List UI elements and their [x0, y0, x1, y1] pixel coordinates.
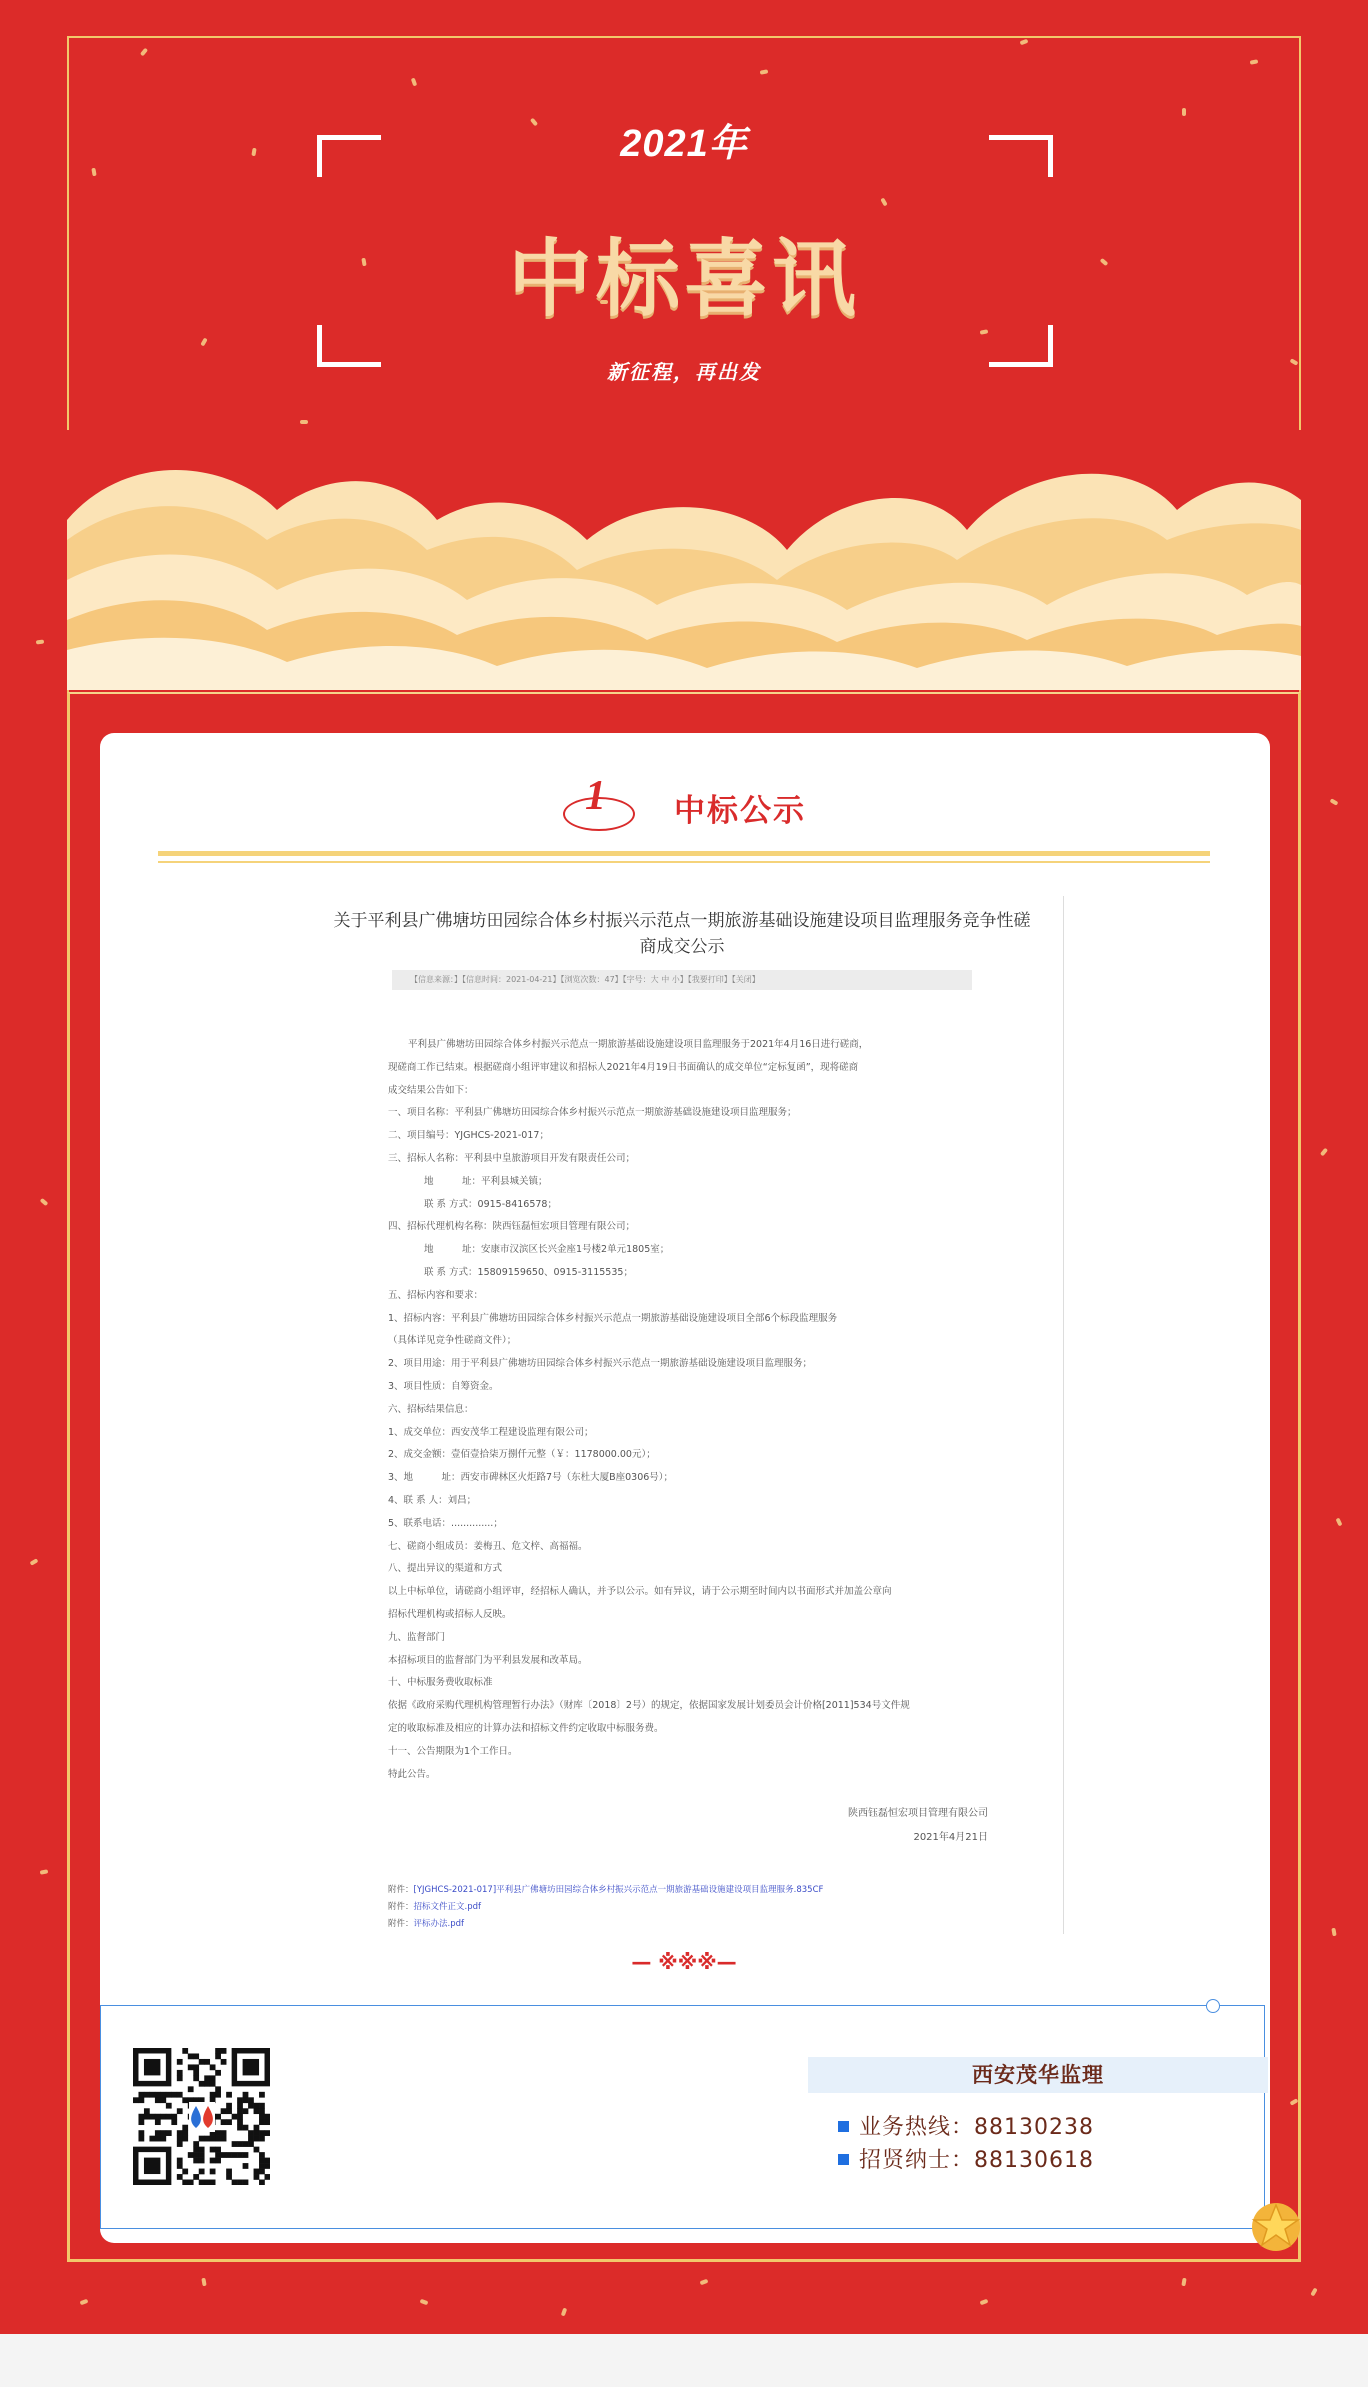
- document-line: 九、监督部门: [388, 1631, 446, 1643]
- document-line: 七、磋商小组成员：姜梅丑、危文梓、高福福。: [388, 1540, 588, 1552]
- sparkle: [1330, 798, 1339, 805]
- document-line: 联 系 方式：0915-8416578；: [424, 1198, 557, 1210]
- document-line: 1、成交单位：西安茂华工程建设监理有限公司；: [388, 1426, 594, 1438]
- document-line: （具体详见竞争性磋商文件）；: [388, 1335, 517, 1347]
- document-line: 地 址：安康市汉滨区长兴金座1号楼2单元1805室；: [424, 1244, 670, 1256]
- hotline: [838, 2110, 1094, 2141]
- section-divider: — ※※※—: [631, 1950, 737, 1974]
- document-body: [388, 1034, 988, 1786]
- document-line: 十、中标服务费收取标准: [388, 1677, 493, 1689]
- sparkle: [80, 2299, 89, 2305]
- sparkle: [40, 1869, 49, 1874]
- sparkle: [1310, 2288, 1317, 2297]
- document-signature: [400, 1802, 988, 1850]
- document-title-line: 商成交公示: [639, 937, 725, 957]
- year-label: 2021年: [620, 123, 748, 165]
- bullet-icon: [838, 2121, 849, 2132]
- page-bottom: [0, 2334, 1368, 2387]
- sparkle: [30, 1558, 39, 1565]
- document-line: 定的收取标准及相应的计算办法和招标文件约定收取中标服务费。: [388, 1722, 664, 1734]
- recruit-text: 招贤纳士：88130618: [859, 2148, 1094, 2173]
- company-name: 西安茂华监理: [972, 2063, 1104, 2087]
- document-line: 本招标项目的监督部门为平利县发展和改革局。: [388, 1654, 588, 1666]
- resize-handle[interactable]: [1206, 1999, 1220, 2013]
- headline: 中标喜讯: [507, 230, 860, 328]
- document-line: 2、项目用途：用于平利县广佛塘坊田园综合体乡村振兴示范点一期旅游基础设施建设项目监理服务；: [388, 1358, 813, 1370]
- sparkle: [1331, 1928, 1336, 1937]
- document-meta-bar: 【信息来源：】【信息时间：2021-04-21】【浏览次数：47】【字号：大 中 小】【我要打印】【关闭】: [392, 970, 972, 990]
- gold-rule: [158, 851, 1210, 856]
- document-title: [310, 908, 1054, 960]
- document-line: 地 址：平利县城关镇；: [424, 1175, 548, 1187]
- sparkle: [980, 2299, 989, 2305]
- sparkle: [420, 2299, 429, 2305]
- attachment-item: [388, 1916, 1048, 1933]
- star-icon: [1246, 2195, 1306, 2255]
- section-title: 中标公示: [674, 793, 806, 829]
- sparkle: [1335, 1518, 1342, 1527]
- document-line: 平利县广佛塘坊田园综合体乡村振兴示范点一期旅游基础设施建设项目监理服务于2021年4月16日进行磋商，: [408, 1039, 869, 1050]
- sparkle: [561, 2308, 567, 2317]
- recruit-line: [838, 2143, 1094, 2174]
- hotline-text: 业务热线：88130238: [859, 2115, 1094, 2140]
- document-line: 4、联 系 人：刘昌；: [388, 1494, 477, 1506]
- signature-date: 2021年4月21日: [913, 1832, 988, 1843]
- document-title-line: 关于平利县广佛塘坊田园综合体乡村振兴示范点一期旅游基础设施建设项目监理服务竞争性磋: [333, 911, 1031, 931]
- bullet-icon: [838, 2154, 849, 2165]
- attachment-item: [388, 1899, 1048, 1916]
- document-attachments: [388, 1882, 1048, 1933]
- sparkle: [201, 2278, 206, 2287]
- document-line: 依据《政府采购代理机构管理暂行办法》（财库〔2018〕2号）的规定，依据国家发展计划委员会计价格[2011]534号文件规: [388, 1700, 910, 1712]
- sparkle: [36, 639, 44, 644]
- document-line: 2、成交金额：壹佰壹拾柒万捌仟元整（￥：1178000.00元）；: [388, 1449, 656, 1461]
- attachment-label: 附件：: [388, 1919, 414, 1929]
- attachment-item: [388, 1882, 1048, 1899]
- attachment-link[interactable]: 招标文件正文.pdf: [413, 1902, 482, 1912]
- document-line: 二、项目编号：YJGHCS-2021-017；: [388, 1130, 549, 1142]
- announcement-document: [300, 896, 1064, 1934]
- sparkle: [40, 1198, 49, 1206]
- attachment-link[interactable]: [YJGHCS-2021-017]平利县广佛塘坊田园综合体乡村振兴示范点一期旅游基础设施建设项目监理服务.835CF: [413, 1885, 824, 1895]
- document-line: 四、招标代理机构名称：陕西钰磊恒宏项目管理有限公司；: [388, 1221, 636, 1233]
- sparkle: [300, 420, 308, 424]
- sparkle: [700, 2279, 709, 2285]
- document-line: 成交结果公告如下：: [388, 1084, 474, 1096]
- document-line: 3、项目性质：自筹资金。: [388, 1380, 499, 1392]
- attachment-link[interactable]: 评标办法.pdf: [413, 1919, 465, 1929]
- document-line: 现磋商工作已结束。根据磋商小组评审建议和招标人2021年4月19日书面确认的成交单位“定标复函”，现将磋商: [388, 1061, 859, 1073]
- document-line: 特此公告。: [388, 1768, 436, 1780]
- document-line: 招标代理机构或招标人反映。: [388, 1608, 512, 1620]
- document-line: 十一、公告期限为1个工作日。: [388, 1745, 518, 1757]
- document-line: 联 系 方式：15809159650、0915-3115535；: [424, 1266, 633, 1278]
- slogan: 新征程，再出发: [607, 360, 761, 384]
- signature-org: 陕西钰磊恒宏项目管理有限公司: [848, 1808, 988, 1819]
- sparkle: [1181, 2278, 1186, 2287]
- document-line: 五、招标内容和要求：: [388, 1289, 484, 1301]
- document-line: 1、招标内容：平利县广佛塘坊田园综合体乡村振兴示范点一期旅游基础设施建设项目全部6个标段监理服务: [388, 1312, 838, 1324]
- document-line: 一、项目名称：平利县广佛塘坊田园综合体乡村振兴示范点一期旅游基础设施建设项目监理服务；: [388, 1107, 797, 1119]
- qr-code-icon[interactable]: [133, 2048, 270, 2185]
- cloud-decoration: [67, 430, 1301, 690]
- document-line: 5、联系电话：..............；: [388, 1517, 503, 1529]
- document-line: 三、招标人名称：平利县中皇旅游项目开发有限责任公司；: [388, 1152, 636, 1164]
- document-line: 3、地 址：西安市碑林区火炬路7号（东杜大厦B座0306号）；: [388, 1472, 674, 1484]
- section-number: 1: [585, 773, 606, 819]
- gold-rule: [158, 861, 1210, 863]
- document-line: 以上中标单位，请磋商小组评审，经招标人确认，并予以公示。如有异议，请于公示期至时间内以书面形式并加盖公章向: [388, 1586, 892, 1598]
- attachment-label: 附件：: [388, 1885, 414, 1895]
- attachment-label: 附件：: [388, 1902, 414, 1912]
- sparkle: [1320, 1148, 1328, 1157]
- document-line: 六、招标结果信息：: [388, 1403, 474, 1415]
- document-line: 八、提出异议的渠道和方式: [388, 1563, 503, 1575]
